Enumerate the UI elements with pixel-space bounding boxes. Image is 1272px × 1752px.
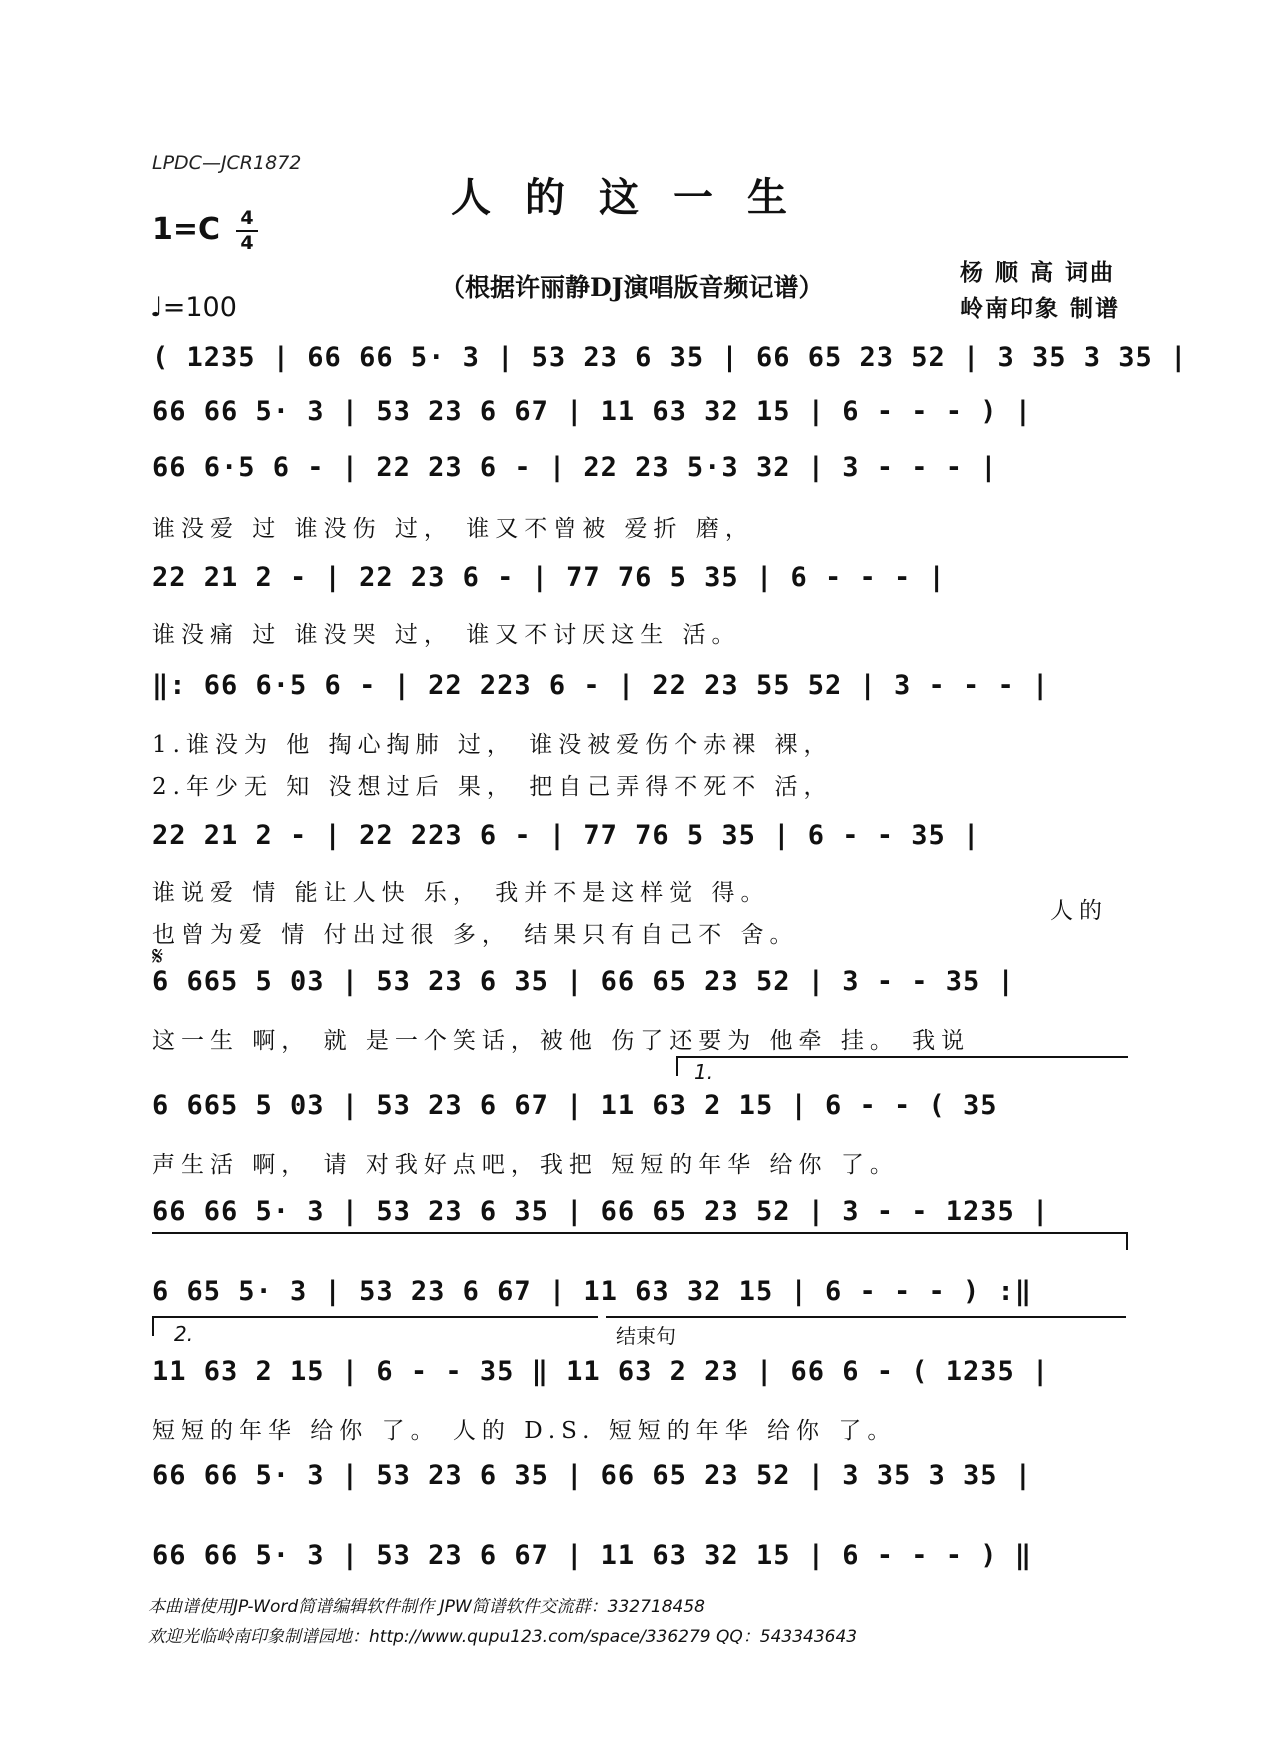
notation-row-4: 22 21 2 - | 22 23 6 - | 77 76 5 35 | 6 - - - | (152, 562, 946, 593)
credit-score: 岭南印象 制谱 (960, 295, 1121, 322)
volta-1-label: 1. (694, 1060, 714, 1084)
coda-bracket (606, 1316, 1126, 1318)
notation-row-8: 6 665 5 03 | 53 23 6 67 | 11 63 2 15 | 6 - - ( 35 (152, 1090, 998, 1121)
volta-1-extension (152, 1232, 1128, 1234)
time-signature (236, 208, 258, 254)
subtitle: （根据许丽静DJ演唱版音频记谱） (440, 273, 824, 302)
footer-line-1: 本曲谱使用JP-Word简谱编辑软件制作 JPW简谱软件交流群：332718458 (148, 1597, 705, 1617)
key-signature: 1=C (152, 212, 221, 247)
notation-row-12: 66 66 5· 3 | 53 23 6 35 | 66 65 23 52 | 3 35 3 35 | (152, 1460, 1033, 1491)
lyric-line-7: 这一生 啊， 就 是一个笑话，被他 伤了还要为 他牵 挂。 我说 (152, 1028, 971, 1054)
credit-lyrics: 杨 顺 高 词曲 (960, 259, 1116, 286)
volta-2-bracket (152, 1316, 598, 1318)
volta-1-bracket (676, 1056, 1128, 1058)
lyric-line-3: 1.谁没为 他 掏心掏肺 过， 谁没被爱伤个赤裸 裸， (152, 732, 833, 758)
notation-row-9: 66 66 5· 3 | 53 23 6 35 | 66 65 23 52 | 3 - - 1235 | (152, 1196, 1050, 1227)
notation-row-5: ‖: 66 6·5 6 - | 22 223 6 - | 22 23 55 52 | 3 - - - | (152, 670, 1050, 701)
notation-row-11: 11 63 2 15 | 6 - - 35 ‖ 11 63 2 23 | 66 6 - ( 1235 | (152, 1356, 1050, 1387)
time-signature-bottom: 4 (240, 232, 254, 254)
tempo-mark: ♩=100 (150, 292, 237, 323)
notation-row-13: 66 66 5· 3 | 53 23 6 67 | 11 63 32 15 | 6 - - - ) ‖ (152, 1540, 1033, 1571)
volta-2-hook (152, 1316, 154, 1336)
notation-row-2: 66 66 5· 3 | 53 23 6 67 | 11 63 32 15 | 6 - - - ) | (152, 396, 1033, 427)
notation-row-10: 6 65 5· 3 | 53 23 6 67 | 11 63 32 15 | 6 - - - ) :‖ (152, 1276, 1033, 1307)
segno-sign: 𝄋 (152, 942, 164, 972)
lyric-line-5: 谁说爱 情 能让人快 乐， 我并不是这样觉 得。 (152, 880, 770, 906)
volta-2-label: 2. (174, 1322, 194, 1346)
lyric-line-2: 谁没痛 过 谁没哭 过， 谁又不讨厌这生 活。 (152, 622, 741, 648)
coda-label: 结束句 (616, 1324, 676, 1348)
footer-line-2: 欢迎光临岭南印象制谱园地：http://www.qupu123.com/space/336279 QQ：543343643 (148, 1627, 858, 1647)
score-code: LPDC—JCR1872 (152, 152, 302, 174)
notation-row-3: 66 6·5 6 - | 22 23 6 - | 22 23 5·3 32 | 3 - - - | (152, 452, 998, 483)
lyric-line-9: 短短的年华 给你 了。 人的 D.S. 短短的年华 给你 了。 (152, 1418, 897, 1444)
lyric-line-1: 谁没爱 过 谁没伤 过， 谁又不曾被 爱折 磨， (152, 516, 754, 542)
time-signature-top: 4 (240, 207, 254, 229)
lyric-line-4: 2.年少无 知 没想过后 果， 把自己弄得不死不 活， (152, 774, 833, 800)
lyric-pickup: 人的 (1050, 898, 1108, 924)
notation-row-1: ( 1235 | 66 66 5· 3 | 53 23 6 35 | 66 65 23 52 | 3 35 3 35 | (152, 342, 1188, 373)
lyric-line-8: 声生活 啊， 请 对我好点吧，我把 短短的年华 给你 了。 (152, 1152, 899, 1178)
volta-1-hook (676, 1056, 678, 1076)
volta-1-end-hook (1126, 1232, 1128, 1250)
notation-row-7: 6 665 5 03 | 53 23 6 35 | 66 65 23 52 | 3 - - 35 | (152, 966, 1015, 997)
lyric-line-6: 也曾为爱 情 付出过很 多， 结果只有自己不 舍。 (152, 922, 799, 948)
song-title: 人的这一生 (451, 174, 821, 221)
notation-row-6: 22 21 2 - | 22 223 6 - | 77 76 5 35 | 6 - - 35 | (152, 820, 981, 851)
